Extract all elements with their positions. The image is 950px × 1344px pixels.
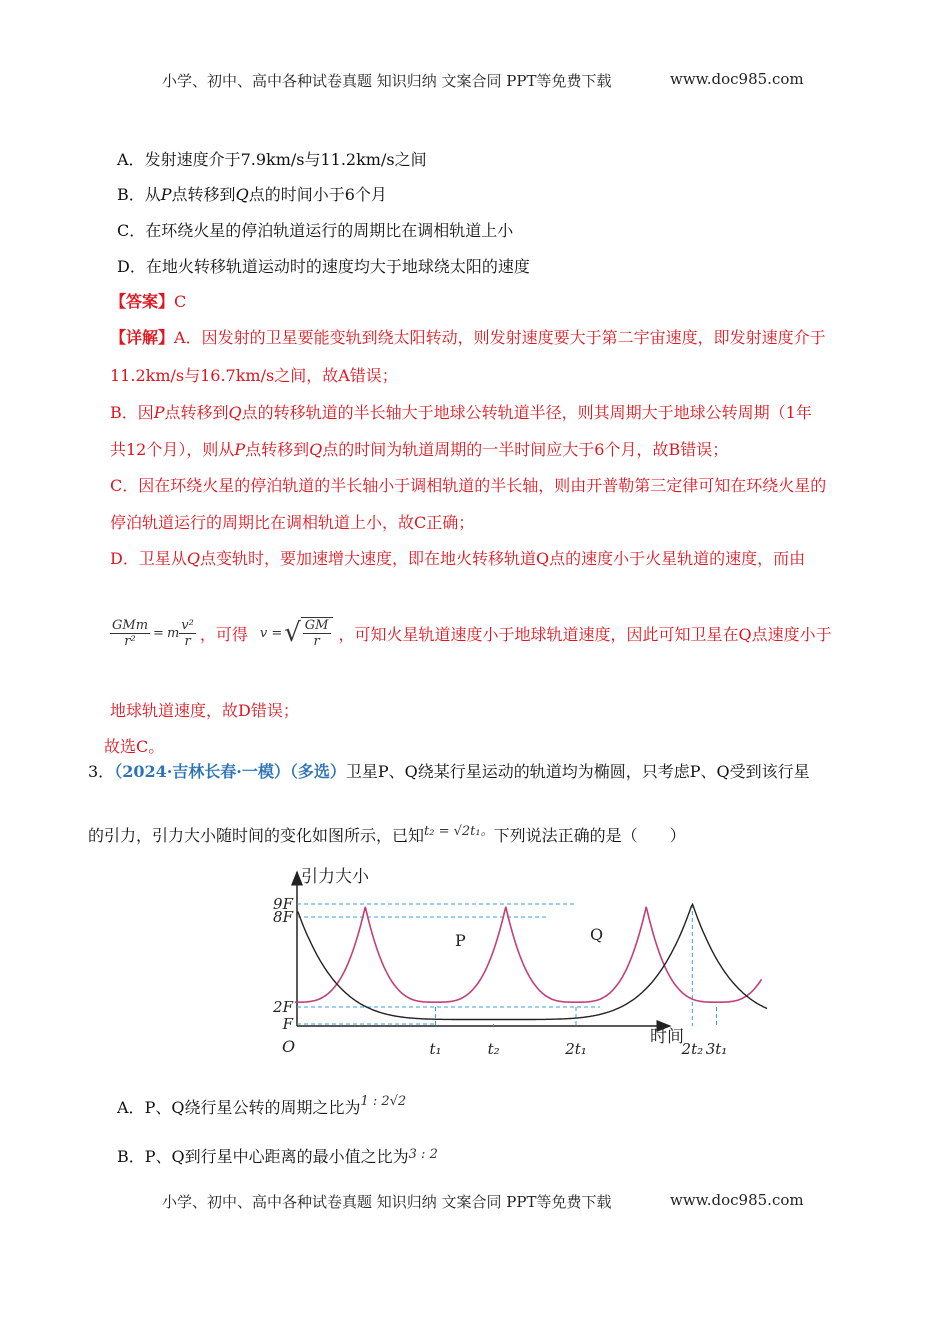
x-tick-label: t₂ (487, 1040, 500, 1058)
y-tick-label: F (282, 1015, 293, 1033)
x-tick-label: t₁ (429, 1040, 442, 1058)
q3-option-b: B．P、Q到行星中心距离的最小值之比为$^{3 : 2}$ (117, 1147, 438, 1166)
q2-conclusion: 故选C。 (104, 737, 165, 756)
y-tick-label: 2F (273, 998, 293, 1016)
y-tick-label: 8F (273, 908, 293, 926)
q2-option-a: A．发射速度介于7.9km/s与11.2km/s之间 (117, 150, 427, 169)
y-tick-label: 9F (273, 895, 293, 913)
origin-label: O (282, 1037, 296, 1056)
series-p-line (295, 907, 762, 1002)
q2-detail-d-line1: D．卫星从Q点变轨时，要加速增大速度，即在地火转移轨道Q点的速度小于火星轨道的速度，而由 (110, 549, 806, 568)
q2-detail-b-line1: B．因P点转移到Q点的转移轨道的半长轴大于地球公转轨道半径，则其周期大于地球公转周期（1年 (110, 403, 812, 422)
footer-site-link[interactable]: www.doc985.com (670, 1191, 804, 1209)
q3-given-formula: t₂ = √2t₁。 (424, 824, 494, 839)
x-tick-label: 2t₂ (681, 1040, 704, 1058)
q2-detail-b-line2: 共12个月），则从P点转移到Q点的时间为轨道周期的一半时间应大于6个月，故B错误； (110, 440, 729, 459)
q2-option-b: B．从P点转移到Q点的时间小于6个月 (117, 185, 387, 204)
x-tick-label: 3t₁ (705, 1040, 728, 1058)
q2-formula-line: $\frac{\text{GMm}}{\text{r²}}$ = m $\frac{\text{v²}}{r}$ ，可得 v = √ $\frac{GM}{r}$ ，可知火星轨道速度小于地球轨道速度，因此可知卫星在Q点速度小于 (112, 617, 832, 649)
q2-detail-c-line1: C．因在环绕火星的停泊轨道的半长轴小于调相轨道的半长轴，则由开普勒第三定律可知在环绕火星的 (110, 476, 827, 495)
x-axis-label: 时间 (650, 1027, 684, 1047)
q3-option-a: A．P、Q绕行星公转的周期之比为$^{1 : 2√2}$ (117, 1094, 407, 1117)
x-tick-label: 2t₁ (565, 1040, 587, 1058)
q2-detail-a-line1: 【详解】A．因发射的卫星要能变轨到绕太阳转动，则发射速度要大于第二宇宙速度，即发射速度介于 (110, 328, 826, 347)
series-p-label: P (455, 931, 466, 950)
q2-detail-c-line2: 停泊轨道运行的周期比在调相轨道上小，故C正确； (110, 513, 475, 532)
header-tagline: 小学、初中、高中各种试卷真题 知识归纳 文案合同 PPT等免费下载 (162, 72, 612, 90)
q2-detail-a-line2: 11.2km/s与16.7km/s之间，故A错误； (110, 366, 398, 385)
q2-detail-d-line3: 地球轨道速度，故D错误； (110, 701, 299, 720)
formula-sqrt-fraction: $\frac{GM}{r}$ (301, 617, 333, 649)
series-q-label: Q (590, 925, 604, 944)
q3-stem-line1: 3．（2024·吉林长春·一模）（多选）卫星P、Q绕某行星运动的轨道均为椭圆，只考虑P、Q受到该行星 (88, 762, 810, 781)
q2-option-c: C．在环绕火星的停泊轨道运行的周期比在调相轨道上小 (117, 221, 514, 240)
sqrt-symbol-icon: √ (284, 618, 301, 648)
q2-answer: 【答案】C (110, 292, 187, 311)
formula-v2-fraction: $\frac{\text{v²}}{r}$ (181, 617, 194, 649)
formula-gmm-fraction: $\frac{\text{GMm}}{\text{r²}}$ (112, 617, 149, 649)
y-axis-label: 引力大小 (301, 867, 369, 887)
header-site-link[interactable]: www.doc985.com (670, 70, 804, 88)
q3-stem-line2: 的引力，引力大小随时间的变化如图所示，已知$^{t_2 = √2t_1。}$下列说法正确的是（ ） (88, 824, 686, 845)
footer-tagline: 小学、初中、高中各种试卷真题 知识归纳 文案合同 PPT等免费下载 (162, 1193, 612, 1211)
q2-option-d: D．在地火转移轨道运动时的速度均大于地球绕太阳的速度 (117, 257, 530, 276)
